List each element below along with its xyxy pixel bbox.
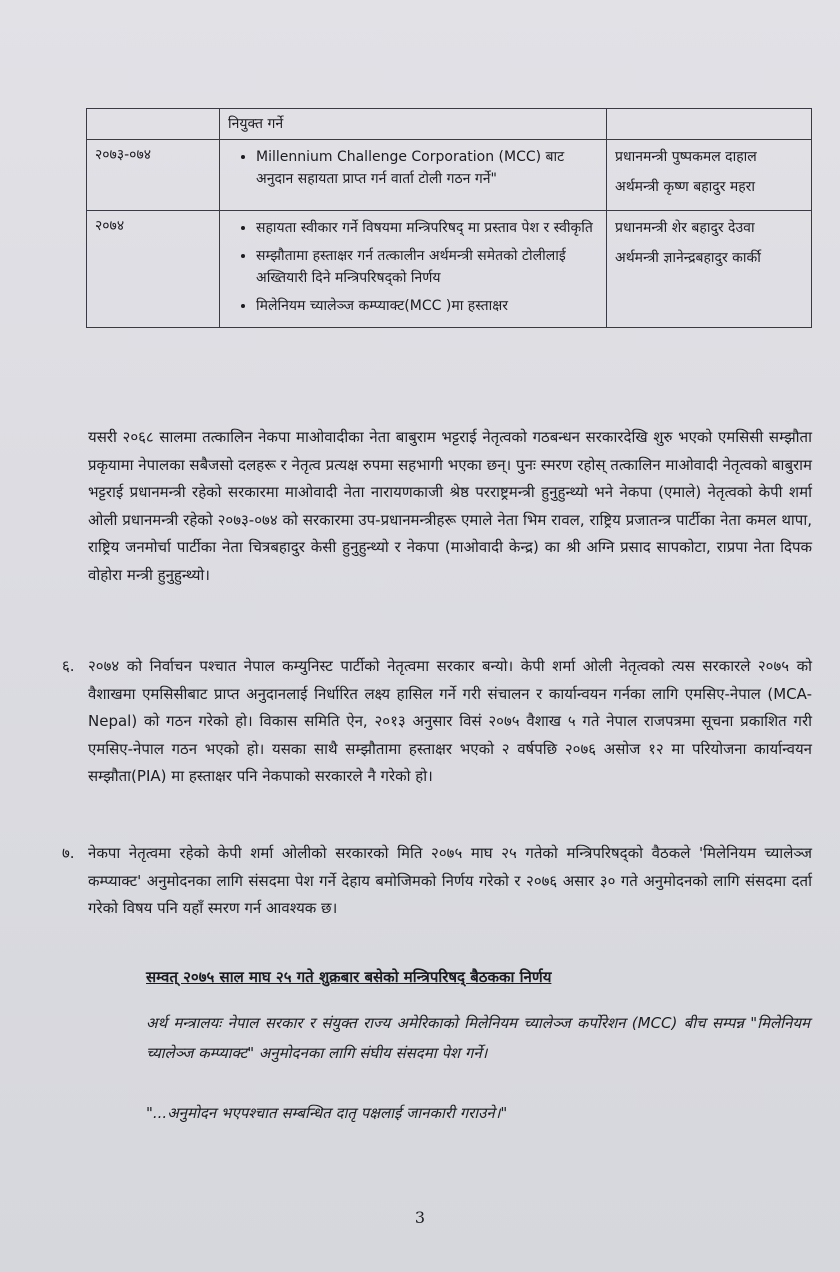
item-number: ७.	[62, 844, 75, 862]
item-number: ६.	[62, 657, 75, 675]
action-cell	[220, 140, 607, 211]
official-name: प्रधानमन्त्री शेर बहादुर देउवा	[615, 220, 755, 236]
paragraph-item-6: २०७४ को निर्वाचन पश्चात नेपाल कम्युनिस्ट पार्टीको नेतृत्वमा सरकार बन्यो। केपी शर्मा ओली नेतृत्वको त्यस सरकारले २०७५ को वैशाखमा एमसिसीबाट प्राप्त अनुदानलाई निर्धारित लक्ष्य हासिल गर्ने गरी संचालन र कार्यान्वयन गर्नका लागि एमसिए-नेपाल (MCA-Nepal) को गठन गरेको हो। विकास समिति ऐन, २०१३ अनुसार विसं २०७५ वैशाख ५ गते नेपाल राजपत्रमा सूचना प्रकाशित गरी एमसिए-नेपाल गठन भएको हो। यसका साथै सम्झौतामा हस्ताक्षर भएको २ वर्षपछि २०७६ असोज १२ मा परियोजना कार्यान्वयन सम्झौता(PIA) मा हस्ताक्षर पनि नेकपाको सरकारले नै गरेको हो।	[88, 657, 812, 785]
table-cell: नियुक्त गर्ने	[220, 109, 607, 140]
list-item: • सहायता स्वीकार गर्ने विषयमा मन्त्रिपरिषद् मा प्रस्ताव पेश र स्वीकृति	[256, 217, 598, 239]
action-list	[228, 217, 598, 317]
table-row	[87, 140, 812, 211]
official-name: प्रधानमन्त्री पुष्पकमल दाहाल	[615, 149, 757, 165]
official-name: अर्थमन्त्री कृष्ण बहादुर महरा	[615, 179, 756, 195]
decision-text: अर्थ मन्त्रालयः नेपाल सरकार र संयुक्त राज्य अमेरिकाको मिलेनियम च्यालेञ्ज कर्पोरेशन (MCC) बीच सम्पन्न "मिलेनियम च्यालेञ्ज कम्प्याक्ट" अनुमोदनका लागि संघीय संसदमा पेश गर्ने।	[146, 1014, 810, 1062]
page-number: 3	[414, 1208, 426, 1227]
officials-cell	[607, 211, 812, 328]
list-item: • Millennium Challenge Corporation (MCC) बाट अनुदान सहायता प्राप्त गर्न वार्ता टोली गठन गर्ने"	[256, 146, 598, 190]
table-row	[87, 211, 812, 328]
table-row	[87, 109, 812, 140]
year-cell: २०७३-०७४	[87, 140, 220, 211]
year-cell: २०७४	[87, 211, 220, 328]
list-item: • मिलेनियम च्यालेञ्ज कम्प्याक्ट(MCC )मा हस्ताक्षर	[256, 295, 598, 317]
officials-cell	[607, 140, 812, 211]
history-table	[86, 108, 812, 328]
list-item: • सम्झौतामा हस्ताक्षर गर्न तत्कालीन अर्थमन्त्री समेतको टोलीलाई अख्तियारी दिने मन्त्रिपरिषद्को निर्णय	[256, 245, 598, 289]
action-cell	[220, 211, 607, 328]
official-name: अर्थमन्त्री ज्ञानेन्द्रबहादुर कार्की	[615, 250, 761, 266]
table-cell	[87, 109, 220, 140]
paragraph-summary: यसरी २०६८ सालमा तत्कालिन नेकपा माओवादीका नेता बाबुराम भट्टराई नेतृत्वको गठबन्धन सरकारदेखि शुरु भएको एमसिसी सम्झौता प्रकृयामा नेपालका सबैजसो दलहरू र नेतृत्व प्रत्यक्ष रुपमा सहभागी भएका छन्। पुनः स्मरण रहोस् तत्कालिन माओवादी नेतृत्वको बाबुराम भट्टराई प्रधानमन्त्री रहेको सरकारमा माओवादी नेता नारायणकाजी श्रेष्ठ परराष्ट्रमन्त्री हुनुहुन्थ्यो भने नेकपा (एमाले) नेतृत्वको केपी शर्मा ओली प्रधानमन्त्री रहेको २०७३-०७४ को सरकारमा उप-प्रधानमन्त्रीहरू एमाले नेता भिम रावल, राष्ट्रिय प्रजातन्त्र पार्टीका नेता कमल थापा, राष्ट्रिय जनमोर्चा पार्टीका नेता चित्रबहादुर केसी हुनुहुन्थ्यो र नेकपा (माओवादी केन्द्र) का श्री अग्नि प्रसाद सापकोटा, राप्रपा नेता दिपक वोहोरा मन्त्री हुनुहुन्थ्यो।	[88, 428, 812, 584]
paragraph-item-7: नेकपा नेतृत्वमा रहेको केपी शर्मा ओलीको सरकारको मिति २०७५ माघ २५ गतेको मन्त्रिपरिषद्को वैठकले 'मिलेनियम च्यालेञ्ज कम्प्याक्ट' अनुमोदनका लागि संसदमा पेश गर्ने देहाय बमोजिमको निर्णय गरेको र २०७६ असार ३० गते अनुमोदनको लागि संसदमा दर्ता गरेको विषय पनि यहाँ स्मरण गर्न आवश्यक छ।	[88, 844, 812, 917]
decision-heading: सम्वत् २०७५ साल माघ २५ गते शुक्रबार बसेको मन्त्रिपरिषद् बैठकका निर्णय	[146, 968, 552, 986]
decision-quote: "...अनुमोदन भएपश्चात सम्बन्धित दातृ पक्षलाई जानकारी गराउने।"	[146, 1104, 508, 1122]
action-list	[228, 146, 598, 190]
table-cell	[607, 109, 812, 140]
